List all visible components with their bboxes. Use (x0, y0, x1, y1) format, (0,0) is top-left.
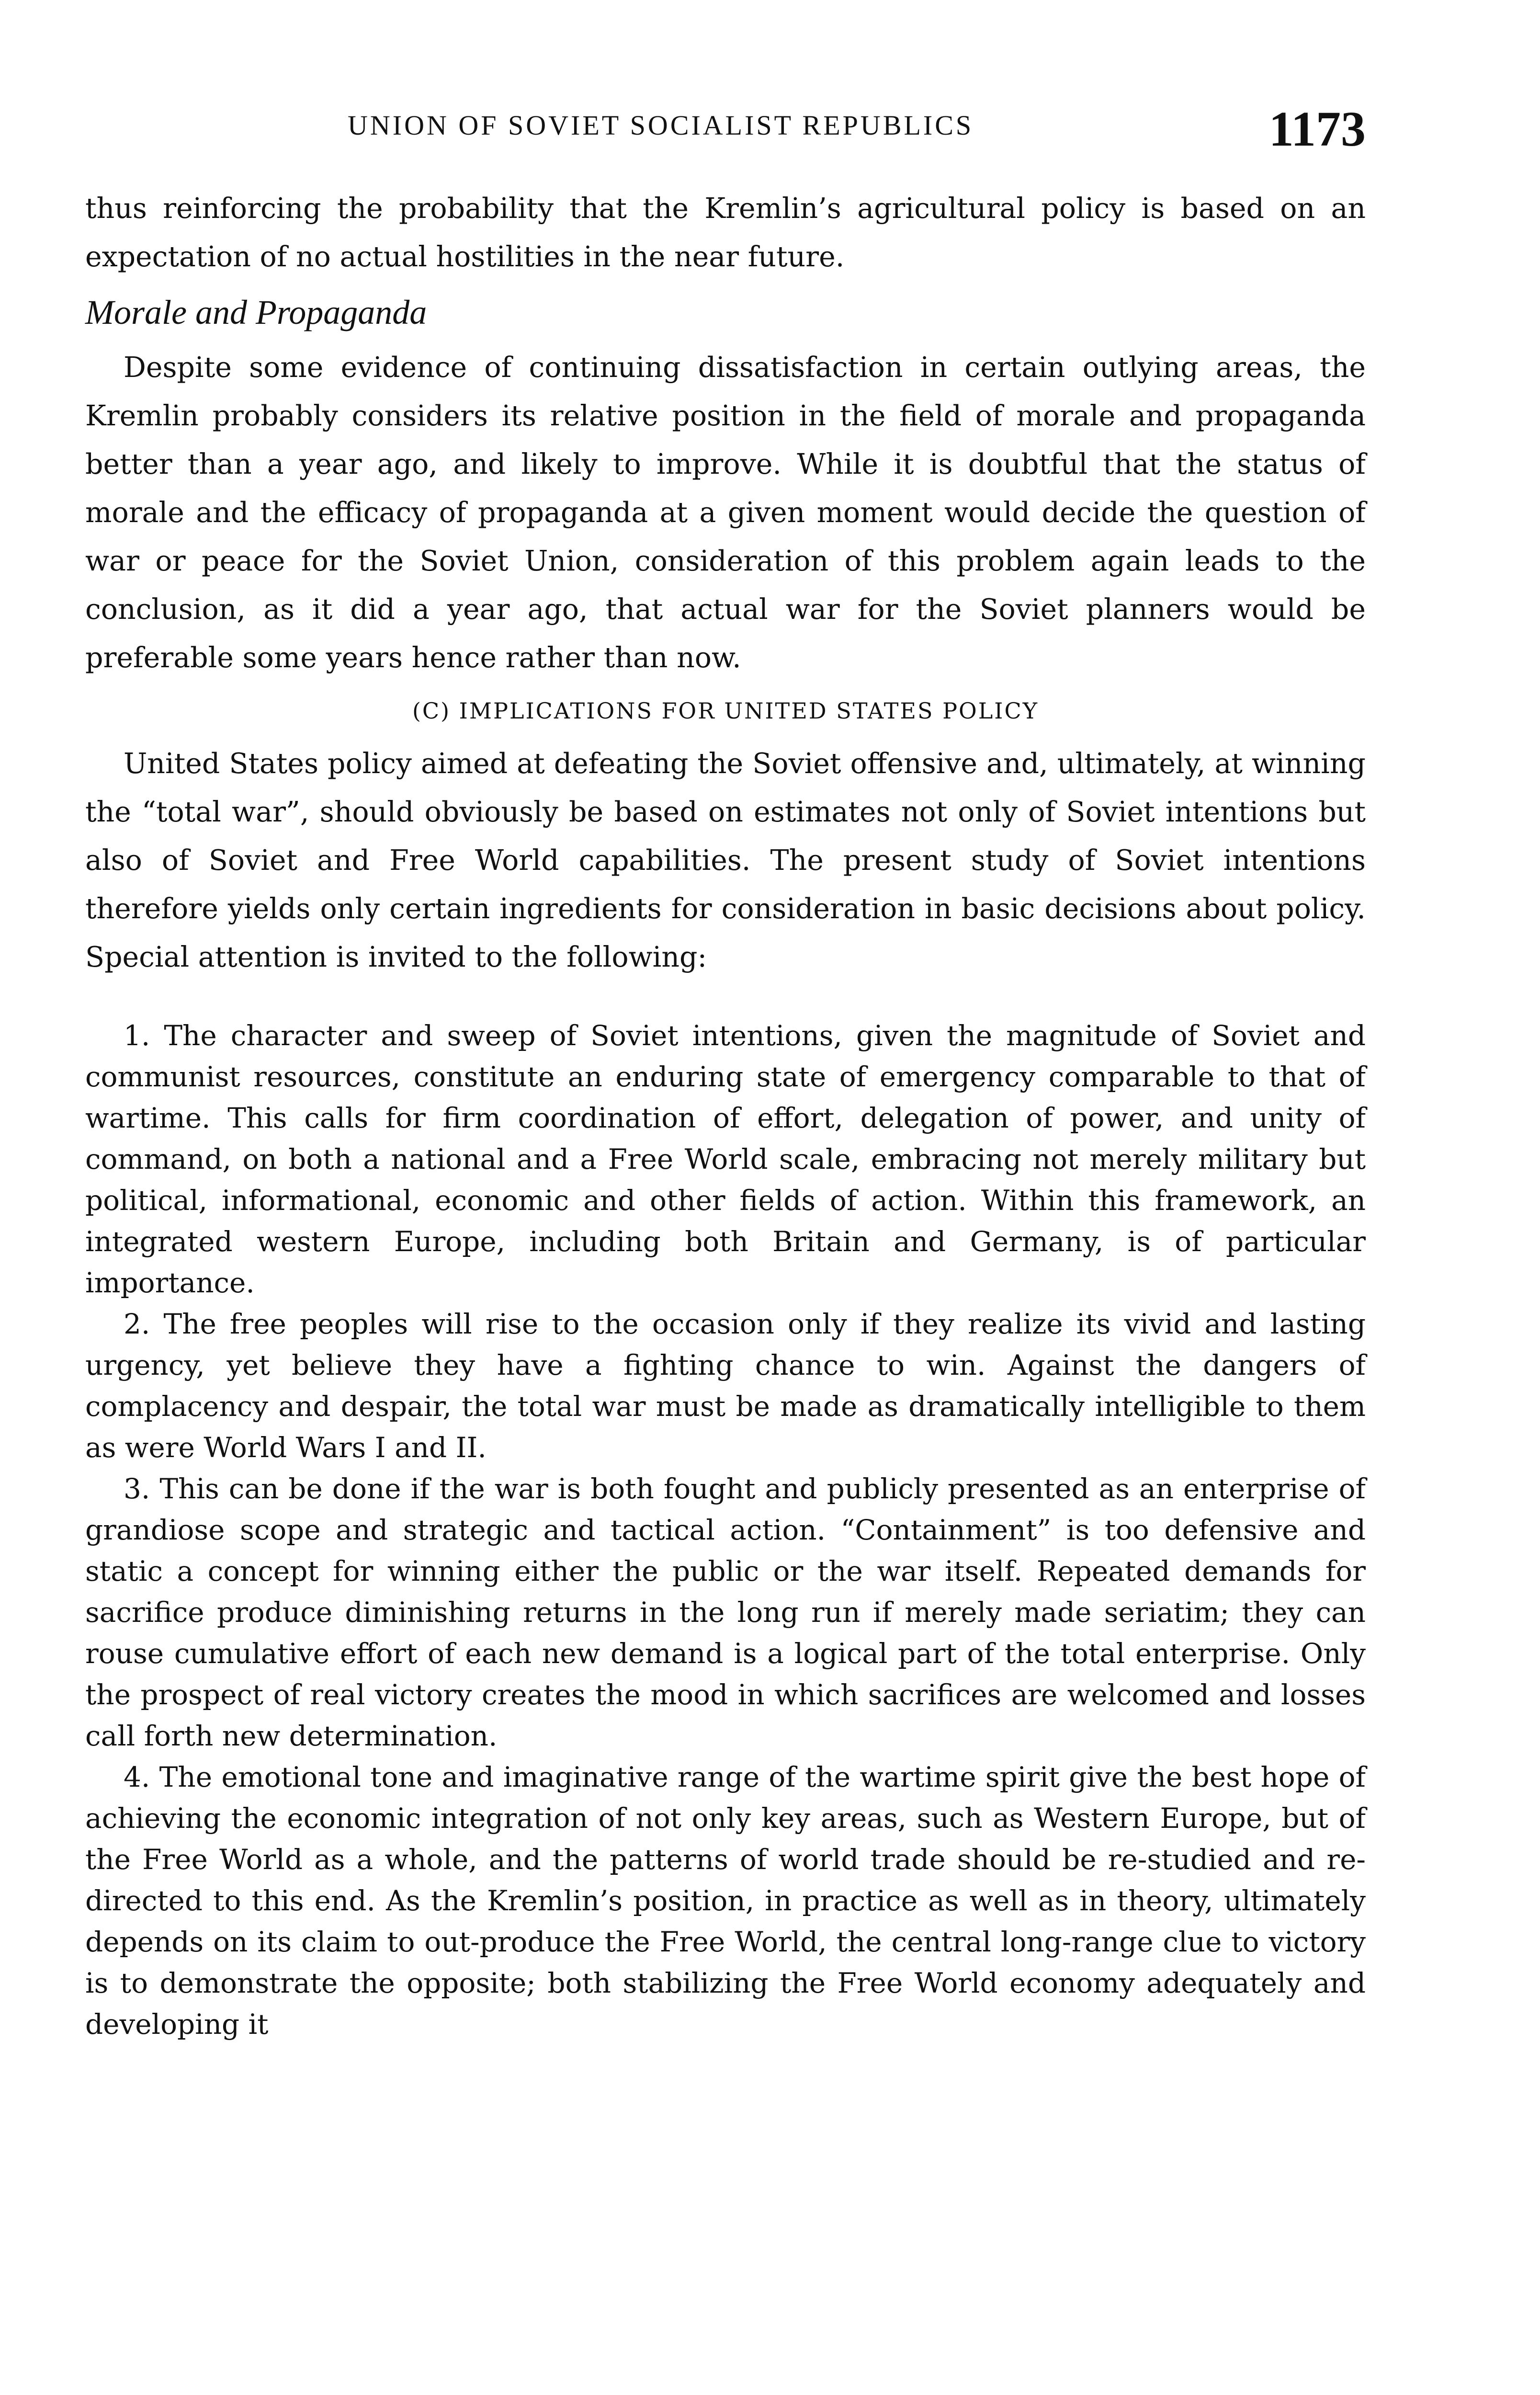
numbered-list (85, 1015, 1366, 2045)
numbered-item-4: 4. The emotional tone and imaginative range of the wartime spirit give the best hope of achieving the economic integration of not only key areas, such as Western Europe, but of the Free World as a whole, and the patterns of world trade should be re-studied and re-directed to this end. As the Kremlin’s position, in practice as well as in theory, ultimately depends on its claim to out-produce the Free World, the central long-range clue to victory is to demonstrate the opposite; both stabilizing the Free World economy adequately and developing it (85, 1761, 1366, 2041)
numbered-item-1: 1. The character and sweep of Soviet intentions, given the magnitude of Soviet and communist resources, constitute an enduring state of emergency comparable to that of wartime. This calls for firm coordination of effort, delegation of power, and unity of command, on both a national and a Free World scale, embracing not merely military but political, informational, economic and other fields of action. Within this framework, an integrated western Europe, including both Britain and Germany, is of particular importance. (85, 1019, 1366, 1299)
morale-propaganda-paragraph: Despite some evidence of continuing dissatisfaction in certain outlying areas, the Kremlin probably considers its relative position in the field of morale and propaganda better than a year ago, and likely to improve. While it is doubtful that the status of morale and the efficacy of propaganda at a given moment would decide the question of war or peace for the Soviet Union, consideration of this problem again leads to the conclusion, as it did a year ago, that actual war for the Soviet planners would be preferable some years hence rather than now. (85, 351, 1366, 674)
morale-propaganda-heading: Morale and Propaganda (85, 293, 427, 331)
running-head: UNION OF SOVIET SOCIALIST REPUBLICS (348, 110, 974, 141)
implications-heading: (C) IMPLICATIONS FOR UNITED STATES POLICY (412, 698, 1039, 724)
body-text (85, 184, 1366, 2045)
numbered-item-3: 3. This can be done if the war is both fought and publicly presented as an enterprise of grandiose scope and strategic and tactical action. “Containment” is too defensive and static a concept for winning either the public or the war itself. Repeated demands for sacrifice produce diminishing returns in the long run if merely made seriatim; they can rouse cumulative effort of each new demand is a logical part of the total enterprise. Only the prospect of real victory creates the mood in which sacrifices are welcomed and losses call forth new determination. (85, 1472, 1366, 1752)
page-header (85, 101, 1366, 158)
implications-paragraph: United States policy aimed at defeating the Soviet offensive and, ultimately, at winning the “total war”, should obviously be based on estimates not only of Soviet intentions but also of Soviet and Free World capabilities. The present study of Soviet intentions therefore yields only certain ingredients for consideration in basic decisions about policy. Special attention is invited to the following: (85, 747, 1366, 973)
page-number: 1173 (1268, 102, 1366, 157)
intro-paragraph: thus reinforcing the probability that the Kremlin’s agricultural policy is based on an expectation of no actual hostilities in the near future. (85, 192, 1366, 273)
numbered-item-2: 2. The free peoples will rise to the occasion only if they realize its vivid and lasting urgency, yet believe they have a fighting chance to win. Against the dangers of complacency and despair, the total war must be made as dramatically intelligible to them as were World Wars I and II. (85, 1308, 1366, 1464)
